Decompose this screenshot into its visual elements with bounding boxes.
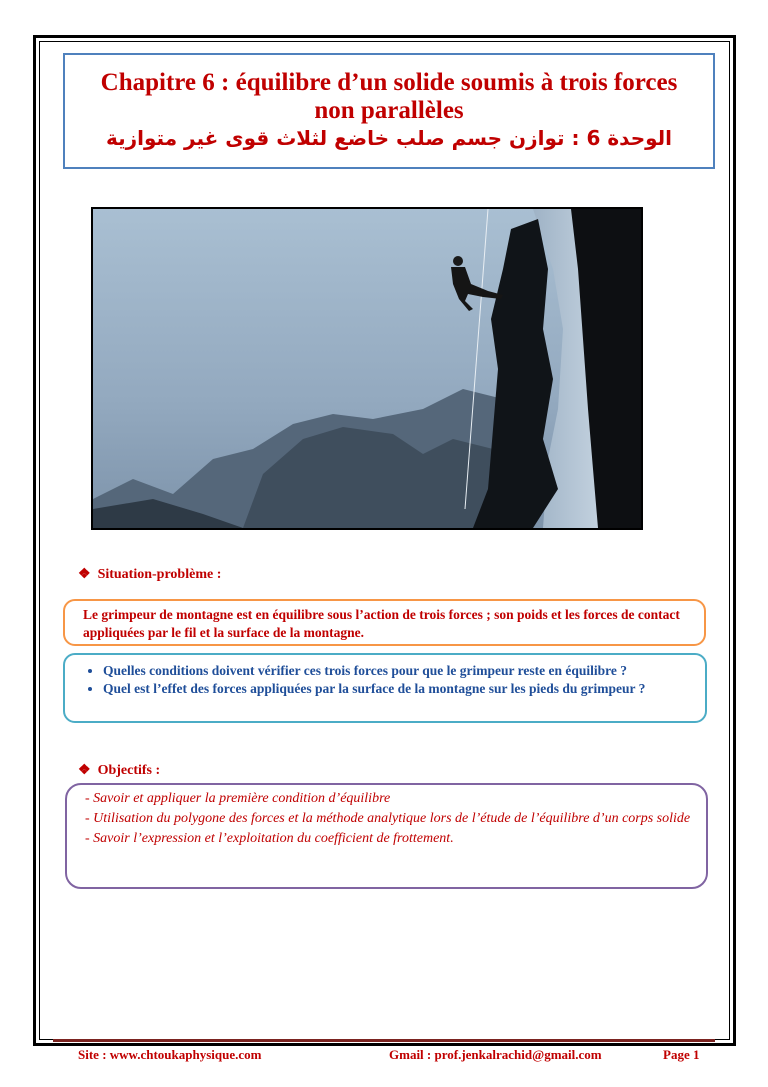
footer-gmail: Gmail : prof.jenkalrachid@gmail.com: [389, 1047, 602, 1062]
chapter-title-fr-line2: non parallèles: [314, 97, 464, 124]
objectives-heading-text: Objectifs :: [97, 763, 161, 778]
questions-box: [63, 653, 707, 723]
chapter-title-fr: [65, 69, 713, 125]
chapter-title-fr-line1: Chapitre 6 : équilibre d’un solide soumis à trois forces: [100, 69, 678, 96]
chapter-title-ar: الوحدة 6 : توازن جسم صلب خاضع لثلاث قوى غير متوازية: [105, 126, 673, 150]
question-item: • Quelles conditions doivent vérifier ces trois forces pour que le grimpeur reste en équilibre ?: [103, 662, 699, 680]
page-border: [33, 35, 736, 1046]
situation-box: [63, 599, 706, 646]
situation-heading-text: Situation-problème :: [97, 567, 222, 582]
footer-divider: [53, 1039, 715, 1042]
objective-item: - Savoir et appliquer la première condition d’équilibre: [85, 791, 391, 806]
objectives-box: [65, 783, 708, 889]
footer-site: Site : www.chtoukaphysique.com: [78, 1047, 262, 1062]
climber-photo-illustration: [93, 209, 641, 528]
objective-item: - Savoir l’expression et l’exploitation du coefficient de frottement.: [85, 831, 454, 846]
situation-text: Le grimpeur de montagne est en équilibre sous l’action de trois forces ; son poids et les forces de contact appliquées par le fil et la surface de la montagne.: [83, 607, 680, 640]
chapter-title-box: [63, 53, 715, 169]
diamond-bullet-icon: ❖: [78, 763, 91, 778]
footer-page-number: Page 1: [663, 1047, 700, 1062]
questions-list: [65, 655, 705, 698]
question-item: • Quel est l’effet des forces appliquées par la surface de la montagne sur les pieds du grimpeur ?: [103, 680, 699, 698]
objectives-heading: [78, 762, 160, 779]
objective-item: - Utilisation du polygone des forces et la méthode analytique lors de l’étude de l’équilibre d’un corps solide: [85, 811, 691, 826]
diamond-bullet-icon: ❖: [78, 567, 91, 582]
situation-heading: [78, 566, 221, 583]
climber-photo: [91, 207, 643, 530]
